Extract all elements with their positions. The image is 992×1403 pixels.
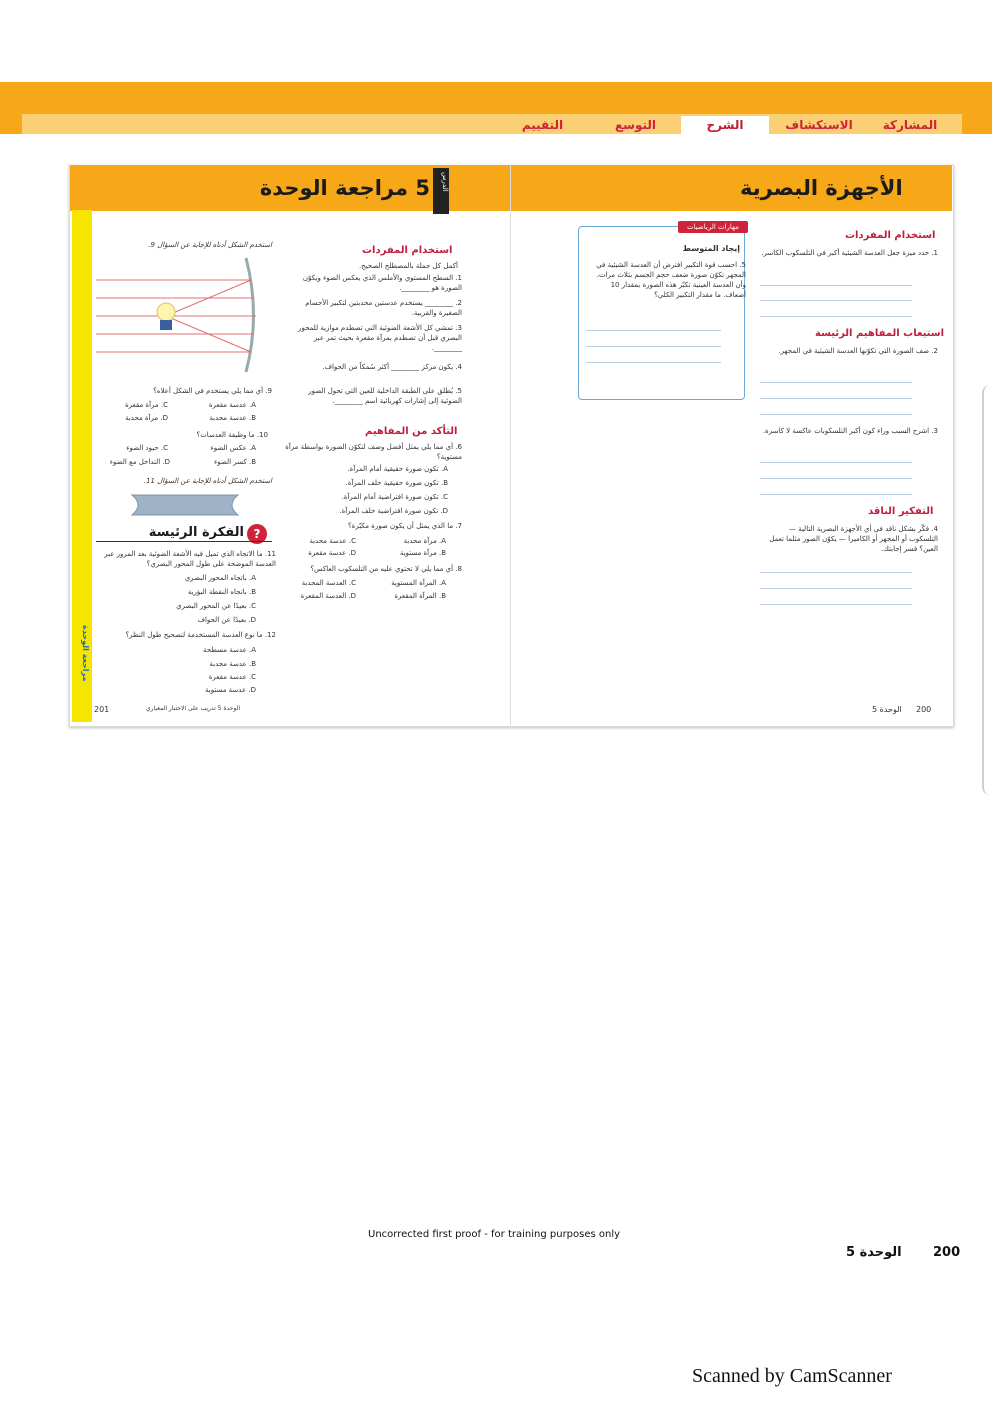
left-q9-opt-b: B. عدسة محدبة: [209, 414, 256, 422]
left-q5: 5. يُطلق على الطبقة الداخلية للعين التي تحول الصور الضوئية إلى إشارات كهربائية اسم ________.: [308, 387, 462, 405]
right-q3: 3. اشرح السبب وراء كون أكبر التلسكوبات عاكسة لا كاسرة.: [762, 427, 938, 435]
right-concepts-heading: استيعاب المفاهيم الرئيسة: [815, 328, 945, 339]
answer-line: [760, 285, 912, 286]
left-q7: 7. ما الذي يمثل أن يكون صورة مكبّرة؟: [347, 522, 462, 530]
left-q12-opt-b: B. عدسة محدبة: [209, 660, 256, 668]
right-q4: 4. فكّر بشكل ناقد في أي الأجهزة البصرية التالية — التلسكوب أو المجهر أو الكاميرا — يكوّن الصور مثلما تعمل العين؟ فسر إجابتك.: [769, 525, 938, 553]
answer-line: [760, 478, 912, 479]
tab-engage[interactable]: المشاركة: [882, 118, 938, 132]
math-title: إيجاد المتوسط: [682, 244, 740, 253]
left-q10-opt-d: D. التداخل مع الضوء: [109, 458, 170, 466]
answer-line: [760, 414, 912, 415]
page-edge: [982, 385, 992, 795]
key-concept-icon: ?: [247, 524, 267, 544]
right-page-label: الوحدة 5: [872, 705, 902, 714]
left-q6-opt-d: D. تكون صورة افتراضية خلف المرآة.: [339, 507, 448, 515]
left-q11: 11. ما الاتجاه الذي تميل فيه الأشعة الضوئية بعد المرور عبر العدسة الموضحة على طول المحور البصري؟: [104, 550, 276, 568]
left-q11-hint: استخدم الشكل أدناه للإجابة عن السؤال 11.: [143, 477, 272, 485]
left-q8-opt-d: D. العدسة المقعرة: [300, 592, 356, 600]
left-q8: 8. أي مما يلي لا تحتوي عليه من التلسكوب العاكس؟: [310, 565, 462, 573]
lens-diagram: [130, 493, 240, 517]
proof-note: Uncorrected first proof - for training purposes only: [368, 1229, 621, 1240]
left-q11-opt-a: A. باتجاه المحور البصري: [184, 574, 256, 582]
left-q7-opt-d: D. عدسة مقعرة: [308, 549, 356, 557]
left-q1: 1. السطح المستوي والأملس الذي يعكس الضوء ويكوّن الصورة هو ________.: [302, 274, 462, 292]
left-footer-label: الوحدة 5 تدريب على الاختبار المعياري: [145, 705, 240, 712]
left-q8-opt-a: A. المرآة المستوية: [391, 579, 446, 587]
left-q10-opt-b: B. كسر الضوء: [214, 458, 256, 466]
left-q9-hint: استخدم الشكل أدناه للإجابة عن السؤال 9.: [148, 241, 272, 249]
left-q12-opt-a: A. عدسة مسطحة: [203, 646, 256, 654]
tab-elaborate[interactable]: التوسع: [614, 118, 657, 132]
answer-line: [586, 362, 721, 363]
left-intro: أكمل كل جملة بالمصطلح الصحيح.: [358, 262, 458, 270]
answer-line: [760, 382, 912, 383]
left-vocab-heading: استخدام المفردات: [362, 245, 453, 256]
side-tab: مراجعة الوحدة: [81, 625, 90, 682]
left-q8-opt-c: C. العدسة المحدبة: [301, 579, 356, 587]
answer-line: [586, 330, 721, 331]
left-page-number: 201: [94, 705, 110, 714]
left-q11-opt-b: B. باتجاه النقطة البؤرية: [187, 588, 256, 596]
key-concept-rule: [96, 541, 272, 542]
left-q7-opt-a: A. مرآة محدبة: [403, 537, 446, 545]
mirror-diagram: [96, 250, 276, 380]
right-q5: 5. احسب قوة التكبير افترض أن العدسة الشيئية في المجهر تكوّن صورة ضعف حجم الجسم بثلاث مرات، وأن العدسة العينية تكبّر هذه الصورة بمقدار 10 أضعاف. ما مقدار التكبير الكلي؟: [596, 261, 746, 299]
left-q2: 2. ________ يستخدم عدستين محدبتين لتكبير الأجسام الصغيرة والقريبة.: [305, 299, 462, 317]
left-q9-opt-c: C. مرآة مقعرة: [125, 401, 168, 409]
left-q7-opt-c: C. عدسة محدبة: [309, 537, 356, 545]
tab-evaluate[interactable]: التقييم: [521, 118, 564, 132]
left-q6-opt-c: C. تكون صورة افتراضية أمام المرآة.: [341, 493, 448, 501]
left-q12: 12. ما نوع العدسة المستخدمة لتصحيح طول النظر؟: [125, 631, 276, 639]
spine-divider: [510, 165, 511, 725]
tab-explain[interactable]: الشرح: [681, 116, 769, 138]
left-q9-opt-a: A. عدسة مقعرة: [208, 401, 256, 409]
answer-line: [760, 604, 912, 605]
footer-unit: الوحدة 5: [846, 1245, 902, 1260]
scanner-watermark: Scanned by CamScanner: [692, 1365, 892, 1387]
left-q8-opt-b: B. المرآة المقعرة: [394, 592, 446, 600]
left-q6: 6. أي مما يلي يمثل أفضل وصف لتكوّن الصورة بواسطة مرآة مستوية؟: [285, 443, 462, 461]
left-q3: 3. تمشي كل الأشعة الضوئية التي تصطدم موازية للمحور البصري قبل أن تصطدم بمرآة مقعرة بحيث تمر عبر ________.: [298, 324, 462, 352]
right-q1: 1. حدد ميزة جعل العدسة الشيئية أكبر في التلسكوب الكاسر.: [761, 249, 938, 257]
tab-explore[interactable]: الاستكشاف: [785, 118, 853, 132]
left-q9-opt-d: D. مرآة محدبة: [125, 414, 168, 422]
footer-page-number: 200: [933, 1245, 961, 1260]
left-q11-opt-c: C. بعيدًا عن المحور البصري: [176, 602, 256, 610]
answer-line: [760, 462, 912, 463]
left-q9: 9. أي مما يلي يستخدم في الشكل أعلاه؟: [153, 387, 272, 395]
answer-line: [760, 494, 912, 495]
right-critical-heading: التفكير الناقد: [868, 506, 934, 517]
right-page-title: الأجهزة البصرية: [740, 176, 903, 200]
right-vocab-heading: استخدام المفردات: [845, 230, 936, 241]
key-concept-title: الفكرة الرئيسة: [148, 525, 244, 540]
left-q12-opt-d: D. عدسة مستوية: [205, 686, 256, 694]
math-skills-tag: مهارات الرياضيات: [678, 221, 748, 233]
answer-line: [760, 300, 912, 301]
left-q4: 4. يكون مركز ________ أكثر سُمكاً من الحواف.: [322, 363, 462, 371]
left-q10-opt-c: C. حيود الضوء: [126, 444, 168, 452]
answer-line: [760, 588, 912, 589]
left-q6-opt-a: A. تكون صورة حقيقية أمام المرآة.: [347, 465, 448, 473]
answer-line: [586, 346, 721, 347]
left-q12-opt-c: C. عدسة مقعرة: [208, 673, 256, 681]
right-q2: 2. صف الصورة التي تكوّنها العدسة الشيئية في المجهر.: [778, 347, 938, 355]
left-q7-opt-b: B. مرآة مستوية: [399, 549, 446, 557]
left-concepts-heading: التأكد من المفاهيم: [365, 426, 458, 437]
answer-line: [760, 316, 912, 317]
left-q10-opt-a: A. عكس الضوء: [210, 444, 256, 452]
left-q6-opt-b: B. تكون صورة حقيقية خلف المرآة.: [345, 479, 448, 487]
left-q11-opt-d: D. بعيدًا عن الحواف: [197, 616, 256, 624]
left-page-title: 5 مراجعة الوحدة: [259, 176, 430, 200]
answer-line: [760, 572, 912, 573]
lesson-tab-label: الدرس: [441, 172, 449, 192]
right-page-number: 200: [916, 705, 932, 714]
left-q10: 10. ما وظيفة العدسات؟: [196, 431, 268, 439]
answer-line: [760, 398, 912, 399]
